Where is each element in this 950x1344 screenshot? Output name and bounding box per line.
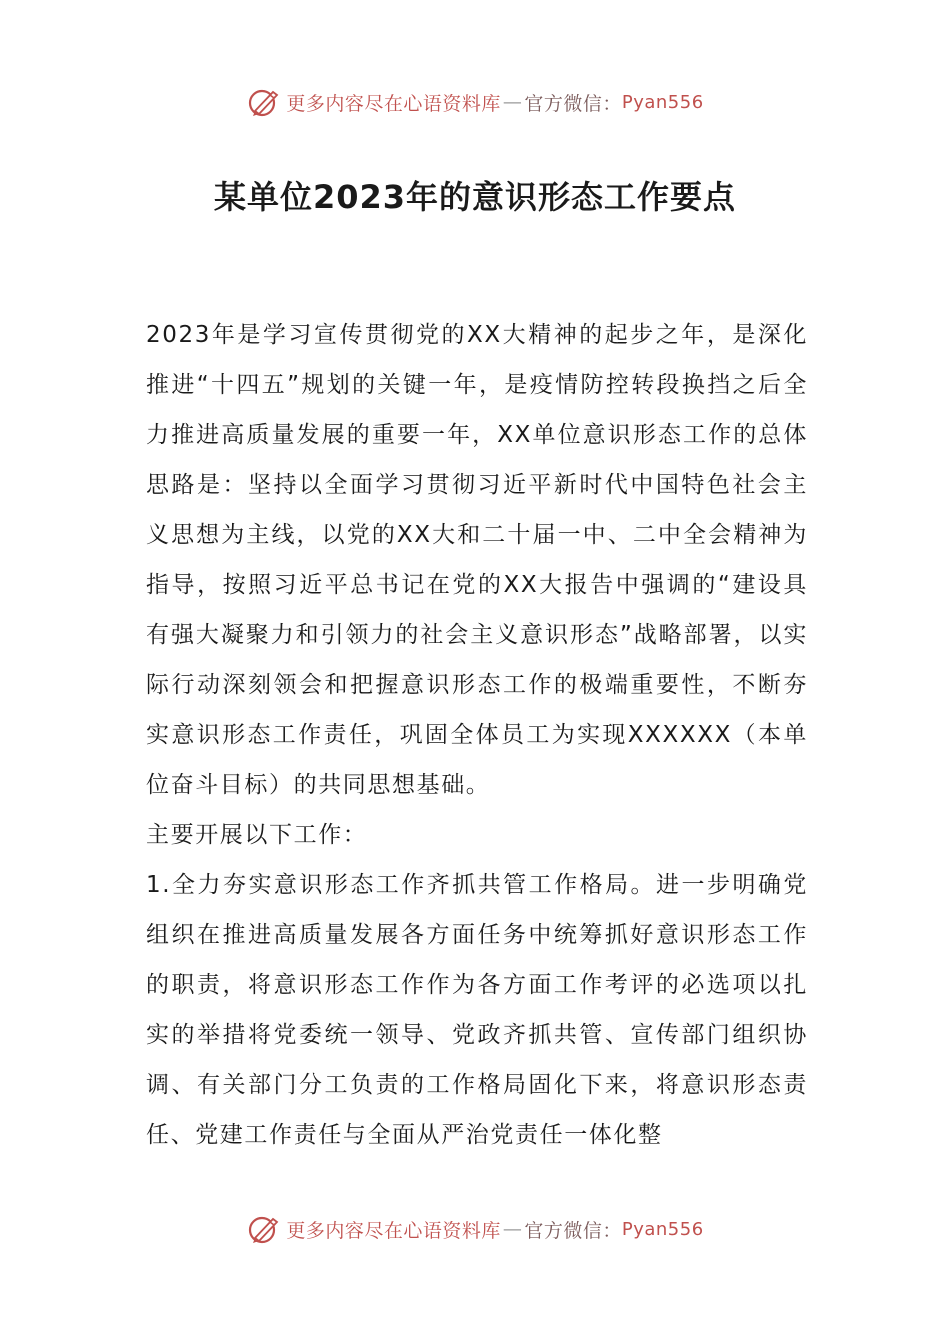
banner-brand-text: 更多内容尽在心语资料库 xyxy=(286,1219,501,1242)
banner-wechat-label: 官方微信： xyxy=(524,1219,622,1242)
body-paragraph: 1.全力夯实意识形态工作齐抓共管工作格局。进一步明确党组织在推进高质量发展各方面任务中统筹抓好意识形态工作的职责，将意识形态工作作为各方面工作考评的必选项以扎实的举措将党委统一领导、党政齐抓共管、宣传部门组织协调、有关部门分工负责的工作格局固化下来，将意识形态责任、党建工作责任与全面从严治党责任一体化整 xyxy=(146,872,808,1148)
banner-wechat-id: Pyan556 xyxy=(621,1218,704,1240)
body-paragraph: 主要开展以下工作： xyxy=(146,822,368,848)
pen-logo-icon xyxy=(246,1211,282,1247)
body-paragraph: 2023年是学习宣传贯彻党的XX大精神的起步之年，是深化推进“十四五”规划的关键一年，是疫情防控转段换挡之后全力推进高质量发展的重要一年，XX单位意识形态工作的总体思路是：坚持以全面学习贯彻习近平新时代中国特色社会主义思想为主线，以党的XX大和二十届一中、二中全会精神为指导，按照习近平总书记在党的XX大报告中强调的“建设具有强大凝聚力和引领力的社会主义意识形态”战略部署，以实际行动深刻领会和把握意识形态工作的极端重要性，不断夯实意识形态工作责任，巩固全体员工为实现XXXXXX（本单位奋斗目标）的共同思想基础。 xyxy=(146,322,808,798)
banner-separator: — xyxy=(502,1218,523,1240)
banner-wechat-id: Pyan556 xyxy=(621,91,704,113)
header-banner xyxy=(0,82,950,122)
document-title: 某单位2023年的意识形态工作要点 xyxy=(213,178,737,216)
footer-banner xyxy=(0,1209,950,1249)
document-body xyxy=(146,310,808,1160)
banner-wechat-label: 官方微信： xyxy=(524,92,622,115)
pen-logo-icon xyxy=(246,84,282,120)
banner-brand-text: 更多内容尽在心语资料库 xyxy=(286,92,501,115)
banner-separator: — xyxy=(502,91,523,113)
